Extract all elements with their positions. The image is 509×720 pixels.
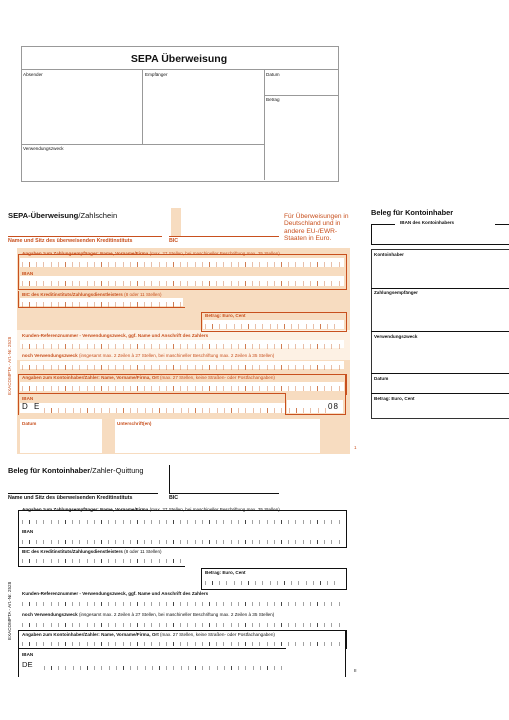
- reference-label: Kunden-Referenznummer - Verwendungszweck, ggf. Name und Anschrift des Zahlers: [22, 333, 209, 338]
- bank-underline: [8, 236, 162, 237]
- bank-label: Name und Sitz des überweisenden Kreditinstituts: [8, 238, 133, 244]
- copy-iban-ticks: [22, 540, 342, 544]
- copy-payer-left: [18, 630, 19, 677]
- reference-more-label: [22, 353, 274, 358]
- copy-payer-label-detail: Name, Vorname/Firma, Ort: [101, 632, 159, 637]
- copy-payer-label-hint: (max. 27 Stellen, keine Straßen- oder Postfachangaben): [160, 632, 275, 637]
- signature-label: Unterschrift(en): [117, 421, 152, 426]
- iban-country-e: E: [34, 402, 40, 411]
- copy-amount-ticks: [205, 581, 342, 585]
- copy-payer-iban-ticks: [44, 666, 284, 670]
- divider: [371, 331, 509, 332]
- payer-ticks: [22, 386, 342, 391]
- copy-payer-bottom: [18, 648, 286, 649]
- amount-field[interactable]: Betrag: [266, 97, 280, 102]
- envelope-box: [21, 46, 339, 182]
- form-title-rest: /Zahlschein: [78, 211, 118, 220]
- copy-reference-more-hint: (insgesamt max. 2 Zeilen à 27 Stellen, bei maschineller Beschriftung max. 2 Zeilen à 35 Stellen): [78, 612, 275, 617]
- copy-payer-ticks: [22, 642, 342, 646]
- bic-field-label-bold: BIC des Kreditinstituts/Zahlungsdienstleisters: [22, 292, 123, 297]
- copy-bank-label: Name und Sitz des überweisenden Kreditinstituts: [8, 495, 133, 501]
- payer-step: [18, 393, 286, 394]
- payer-right: [345, 374, 346, 415]
- divider: [264, 69, 265, 180]
- payer-iban-label: IBAN: [22, 396, 34, 401]
- copy-title-rest: /Zahler-Quittung: [90, 466, 144, 475]
- iban-ticks: [22, 281, 342, 286]
- iban-country-d: D: [22, 402, 28, 411]
- bic-label: BIC: [169, 238, 179, 244]
- payee-label: [22, 251, 280, 256]
- code-value: 08: [328, 402, 339, 411]
- divider: [21, 69, 338, 70]
- bank-field-shade: [171, 208, 181, 236]
- amount-ticks: [205, 324, 342, 329]
- payer-label-bold: Angaben zum Kontoinhaber/Zahler:: [22, 375, 100, 380]
- copy-bic-field-label-bold: BIC des Kreditinstituts/Zahlungsdienstleisters: [22, 549, 123, 554]
- form-title: [8, 211, 117, 220]
- reference-ticks-1: [22, 344, 342, 349]
- sender-field[interactable]: Absender: [23, 72, 43, 77]
- copy-reference-more-bold: noch Verwendungszweck: [22, 612, 78, 617]
- copy-reference-ticks-2: [22, 623, 342, 627]
- copy-reference-label: Kunden-Referenznummer - Verwendungszweck, ggf. Name und Anschrift des Zahlers: [22, 591, 209, 596]
- code-ticks: [289, 408, 327, 413]
- copy-bic-label: BIC: [169, 495, 179, 501]
- receipt-purpose[interactable]: Verwendungszweck: [374, 334, 418, 339]
- copy-iban-label: IBAN: [22, 529, 34, 534]
- payee-label-detail: Name, Vorname/Firma: [100, 251, 149, 256]
- bic-field-hint: (8 oder 11 Stellen): [124, 292, 162, 297]
- copy-payer-label-bold: Angaben zum Kontoinhaber/Zahler:: [22, 632, 100, 637]
- copy-bic-divider: [169, 465, 170, 493]
- copy-payee-label-hint: (max. 27 Stellen, bei maschineller Beschriftung max. 35 Stellen): [149, 507, 280, 512]
- copy-payee-label-detail: Name, Vorname/Firma: [100, 507, 149, 512]
- divider: [142, 69, 143, 144]
- receipt-amount[interactable]: Betrag: Euro, Cent: [374, 396, 415, 401]
- page-marker-two: II: [354, 668, 357, 673]
- reference-more-hint: (insgesamt max. 2 Zeilen à 27 Stellen, bei maschineller Beschriftung max. 2 Zeilen à 35 Stellen): [78, 353, 275, 358]
- copy-payer-right: [345, 630, 346, 677]
- divider: [21, 144, 265, 145]
- copy-bic-field-hint: (8 oder 11 Stellen): [124, 549, 162, 554]
- payee-label-hint: (max. 27 Stellen, bei maschineller Beschriftung max. 35 Stellen): [149, 251, 280, 256]
- divider: [371, 373, 509, 374]
- payer-label-hint: (max. 27 Stellen, keine Straßen- oder Postfachangaben): [160, 375, 275, 380]
- envelope-title: SEPA Überweisung: [130, 53, 228, 65]
- purpose-field[interactable]: Verwendungszweck: [23, 146, 64, 151]
- copy-payee-ticks: [22, 520, 342, 524]
- date-label: Datum: [22, 421, 37, 426]
- copy-payer-iban-label: IBAN: [22, 652, 34, 657]
- form-title-bold: SEPA-Überweisung: [8, 211, 79, 220]
- bic-ticks: [22, 302, 182, 307]
- receipt-title: Beleg für Kontoinhaber: [371, 208, 454, 217]
- payer-iban-ticks: [44, 408, 284, 413]
- divider: [264, 95, 338, 96]
- reference-more-bold: noch Verwendungszweck: [22, 353, 78, 358]
- divider: [371, 393, 509, 394]
- copy-reference-more: [22, 612, 274, 617]
- copy-bic-field-label: [22, 549, 162, 554]
- copy-bic-underline: [169, 493, 279, 494]
- copy-reference-ticks-1: [22, 602, 342, 606]
- copy-bank-underline: [8, 493, 158, 494]
- recipient-field[interactable]: Empfänger: [145, 72, 168, 77]
- copy-payer-label: [22, 632, 275, 637]
- amount-label: Betrag: Euro, Cent: [205, 313, 246, 318]
- iban-label: IBAN: [22, 271, 34, 276]
- receipt-holder[interactable]: Kontoinhaber: [374, 252, 404, 257]
- copy-payee-label-bold: Angaben zum Zahlungsempfänger:: [22, 507, 99, 512]
- side-code: EXACOMPTA - Art.-Nr. 2528: [7, 336, 12, 395]
- euro-notice: Für Überweisungen in Deutschland und in andere EU-/EWR-Staaten in Euro.: [284, 213, 349, 243]
- copy-title: [8, 466, 144, 475]
- copy-iban-country: DE: [22, 660, 33, 669]
- copy-title-bold: Beleg für Kontoinhaber: [8, 466, 91, 475]
- payee-line-1-ticks: [22, 262, 342, 267]
- divider: [371, 288, 509, 289]
- payer-label-detail: Name, Vorname/Firma, Ort: [101, 375, 159, 380]
- copy-amount-label: Betrag: Euro, Cent: [205, 570, 246, 575]
- bic-underline: [169, 236, 279, 237]
- copy-side-code: EXACOMPTA - Art.-Nr. 2528: [7, 581, 12, 640]
- payer-label: [22, 375, 275, 380]
- payee-label-bold: Angaben zum Zahlungsempfänger:: [22, 251, 99, 256]
- payer-step-h: [285, 414, 346, 415]
- reference-ticks-2: [22, 365, 342, 370]
- bic-field-label: [22, 292, 162, 297]
- receipt-payee[interactable]: Zahlungsempfänger: [374, 290, 418, 295]
- date-field[interactable]: Datum: [266, 72, 280, 77]
- copy-payee-label: [22, 507, 280, 512]
- receipt-iban-label: IBAN des Kontoinhabers: [400, 220, 455, 225]
- receipt-date[interactable]: Datum: [374, 376, 389, 381]
- page-marker-one: 1: [354, 445, 357, 450]
- copy-bic-ticks: [22, 559, 182, 563]
